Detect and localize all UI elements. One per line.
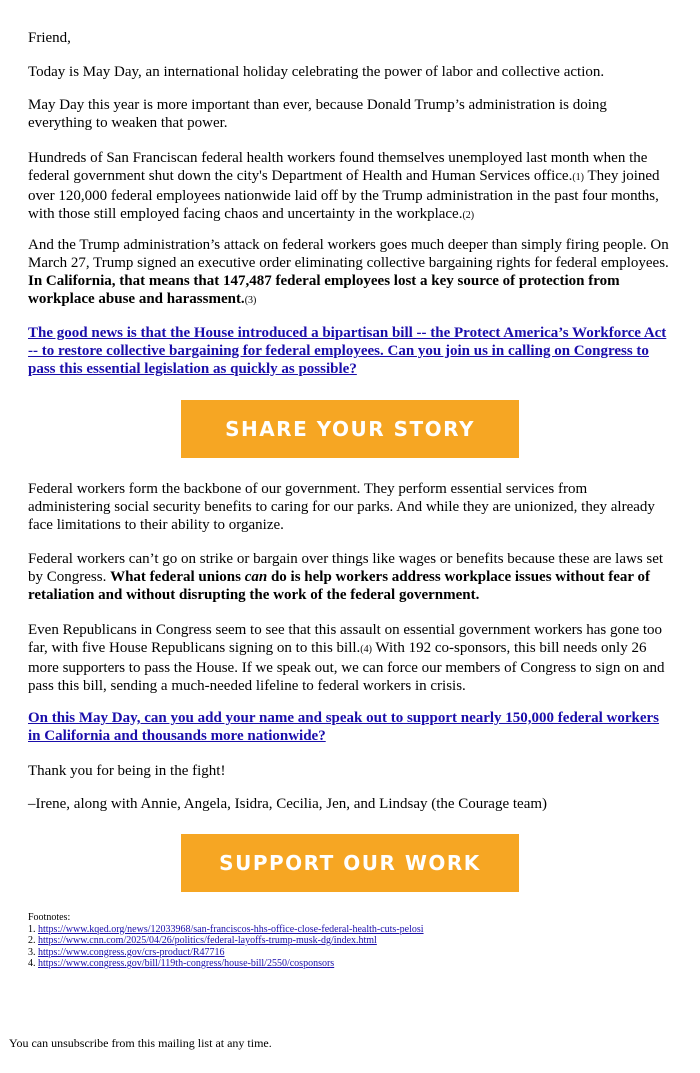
paragraph-unions-bold-1: What federal unions xyxy=(110,569,245,585)
paragraph-backbone: Federal workers form the backbone of our government. They perform essential services from administering social security benefits to caring for our parks. And while they are unionized, they already face limitations to their ability to organize. xyxy=(28,481,655,533)
footnote-ref-3: (3) xyxy=(244,295,257,306)
paragraph-republicans-text-1: Even Republicans in Congress seem to see that this assault on essential government workers has gone too far, with five House Republicans signing on to this bill. xyxy=(28,622,663,656)
footnote-number-2: 2. xyxy=(28,935,36,946)
cta-link-bipartisan-bill-paragraph xyxy=(28,324,673,378)
footnote-link-1[interactable]: https://www.kqed.org/news/12033968/san-franciscos-hhs-office-close-federal-health-cuts-pelosi xyxy=(38,923,424,935)
paragraph-unions xyxy=(28,550,668,604)
footnote-item-2 xyxy=(28,935,424,947)
paragraph-republicans-text-2: With 192 co-sponsors, this bill needs only 26 more supporters to pass the House. If we speak out, we can force our members of Congress to sign on and pass this bill, sending a much-needed lifeline to federal workers in crisis. xyxy=(28,640,665,694)
footnote-number-1: 1. xyxy=(28,923,36,935)
footnote-number-4: 4. xyxy=(28,958,36,969)
paragraph-layoffs-text-1: Hundreds of San Franciscan federal health workers found themselves unemployed last month when the federal government shut down the city's Department of Health and Human Services office. xyxy=(28,150,648,184)
footnote-item-3 xyxy=(28,947,424,959)
greeting: Friend, xyxy=(28,30,71,46)
footnote-ref-4: (4) xyxy=(360,644,372,655)
footnote-link-2[interactable]: https://www.cnn.com/2025/04/26/politics/federal-layoffs-trump-musk-dg/index.html xyxy=(38,935,377,946)
footnote-item-4 xyxy=(28,958,424,970)
paragraph-republicans xyxy=(28,621,668,695)
support-our-work-button[interactable]: SUPPORT OUR WORK xyxy=(181,834,519,892)
cta-link-add-name[interactable]: On this May Day, can you add your name and speak out to support nearly 150,000 federal workers in California and thousands more nationwide? xyxy=(28,710,660,744)
footnote-ref-1: (1) xyxy=(572,172,585,183)
paragraph-executive-order xyxy=(28,236,673,310)
paragraph-layoffs xyxy=(28,149,673,225)
footnote-number-3: 3. xyxy=(28,946,36,958)
paragraph-unions-bold-2: do is help workers address workplace issues without fear of retaliation and without disrupting the work of the federal government. xyxy=(28,569,650,603)
footnotes-title: Footnotes: xyxy=(28,912,71,923)
paragraph-unions-italic: can xyxy=(244,569,268,585)
unsubscribe-text: You can unsubscribe from this mailing list at any time. xyxy=(9,1036,272,1050)
footnote-item-1 xyxy=(28,924,424,936)
paragraph-layoffs-text-2: They joined over 120,000 federal employees nationwide laid off by the Trump administration in the past four months, with those still employed facing chaos and uncertainty in the workplace. xyxy=(28,168,660,222)
paragraph-executive-order-text: And the Trump administration’s attack on federal workers goes much deeper than simply firing people. On March 27, Trump signed an executive order eliminating collective bargaining rights for federal employees. xyxy=(28,237,669,271)
share-your-story-button[interactable]: SHARE YOUR STORY xyxy=(181,400,519,458)
paragraph-importance: May Day this year is more important than ever, because Donald Trump’s administration is doing everything to weaken that power. xyxy=(28,97,607,131)
footnote-link-3[interactable]: https://www.congress.gov/crs-product/R47716 xyxy=(38,946,225,958)
thank-you-line: Thank you for being in the fight! xyxy=(28,763,226,779)
paragraph-may-day: Today is May Day, an international holiday celebrating the power of labor and collective action. xyxy=(28,64,605,80)
footnotes xyxy=(28,912,424,970)
cta-link-bipartisan-bill[interactable]: The good news is that the House introduced a bipartisan bill -- the Protect America’s Workforce Act -- to restore collective bargaining for federal employees. Can you join us in calling on Congress to pass this essential legislation as quickly as possible? xyxy=(28,325,667,377)
cta-link-add-name-paragraph xyxy=(28,709,673,745)
footnote-ref-2: (2) xyxy=(462,210,475,221)
paragraph-unions-text: Federal workers can’t go on strike or bargain over things like wages or benefits because these are laws set by Congress. xyxy=(28,551,664,585)
footnote-link-4[interactable]: https://www.congress.gov/bill/119th-congress/house-bill/2550/cosponsors xyxy=(38,958,335,969)
signoff-line: –Irene, along with Annie, Angela, Isidra, Cecilia, Jen, and Lindsay (the Courage team) xyxy=(28,796,548,812)
paragraph-executive-order-bold: In California, that means that 147,487 federal employees lost a key source of protection from workplace abuse and harassment. xyxy=(28,273,620,307)
